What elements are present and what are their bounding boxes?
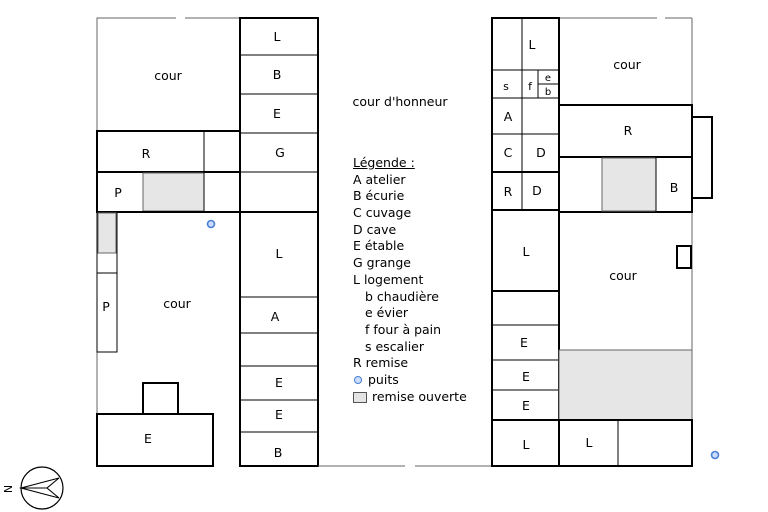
legend-item: L logement: [353, 271, 424, 287]
legend-open-shed-row: [353, 389, 467, 406]
label-cour-honneur: cour d'honneur: [352, 94, 448, 109]
label-room: P: [102, 299, 110, 314]
label-room: B: [669, 180, 679, 195]
label-room: A: [503, 109, 513, 124]
legend-item: R remise: [353, 355, 409, 371]
open-shed-left: [143, 173, 204, 211]
compass-north-label: N: [2, 484, 15, 494]
open-shed-swatch-icon: [353, 392, 367, 403]
label-room: b: [544, 87, 552, 98]
label-room: D: [536, 145, 546, 160]
label-room: E: [275, 407, 283, 422]
legend-item: C cuvage: [353, 205, 412, 221]
open-shed-right-large: [559, 350, 692, 420]
legend-sub-item: e évier: [365, 305, 409, 321]
label-room: A: [270, 309, 280, 324]
label-room: E: [522, 398, 530, 413]
label-room: L: [522, 244, 530, 259]
label-room: B: [273, 445, 283, 460]
label-room: R: [623, 123, 633, 138]
label-room: L: [273, 29, 281, 44]
label-room: s: [503, 80, 509, 93]
legend-well-label: puits: [368, 371, 399, 387]
label-room: f: [528, 80, 532, 93]
label-room: E: [273, 106, 281, 121]
legend-item: G grange: [353, 255, 411, 271]
label-room: G: [275, 145, 285, 160]
label-room: L: [275, 246, 283, 261]
label-room: C: [503, 145, 513, 160]
label-room: D: [532, 183, 542, 198]
label-room: E: [275, 375, 283, 390]
label-room: R: [141, 146, 151, 161]
legend-item: E étable: [353, 238, 405, 254]
label-room: L: [522, 437, 530, 452]
legend-title: Légende :: [353, 155, 415, 170]
building-remise-left: [97, 131, 240, 172]
label-cour: cour: [154, 68, 182, 83]
legend-item: A atelier: [353, 171, 406, 187]
label-cour: cour: [163, 296, 191, 311]
label-room: E: [144, 431, 152, 446]
label-room: E: [520, 335, 528, 350]
label-room: B: [272, 67, 282, 82]
building-e-bottom: [97, 414, 213, 466]
legend-item: D cave: [353, 221, 397, 237]
left-wing: [97, 18, 318, 466]
label-room: E: [522, 369, 530, 384]
compass: [2, 467, 63, 509]
building-small-square: [143, 383, 178, 414]
well-left: [208, 221, 215, 228]
label-room: P: [114, 185, 122, 200]
label-room: L: [585, 435, 593, 450]
open-shed-left-small: [98, 213, 116, 253]
building-l-bottom: [559, 420, 692, 466]
label-room: e: [544, 73, 552, 84]
legend-sub-item: f four à pain: [365, 321, 442, 337]
open-shed-right: [602, 158, 656, 211]
label-room: R: [503, 184, 513, 199]
well-right: [712, 452, 719, 459]
label-cour: cour: [609, 268, 637, 283]
label-cour: cour: [613, 57, 641, 72]
legend-sub-item: b chaudière: [365, 288, 439, 304]
well-icon: [354, 376, 362, 384]
legend: [353, 155, 467, 405]
label-room: L: [528, 37, 536, 52]
legend-sub-item: s escalier: [365, 338, 424, 354]
legend-open-shed-label: remise ouverte: [372, 388, 467, 404]
small-box: [677, 246, 691, 268]
legend-well-row: [353, 372, 467, 389]
legend-item: B écurie: [353, 188, 405, 204]
annex-right: [692, 117, 712, 198]
